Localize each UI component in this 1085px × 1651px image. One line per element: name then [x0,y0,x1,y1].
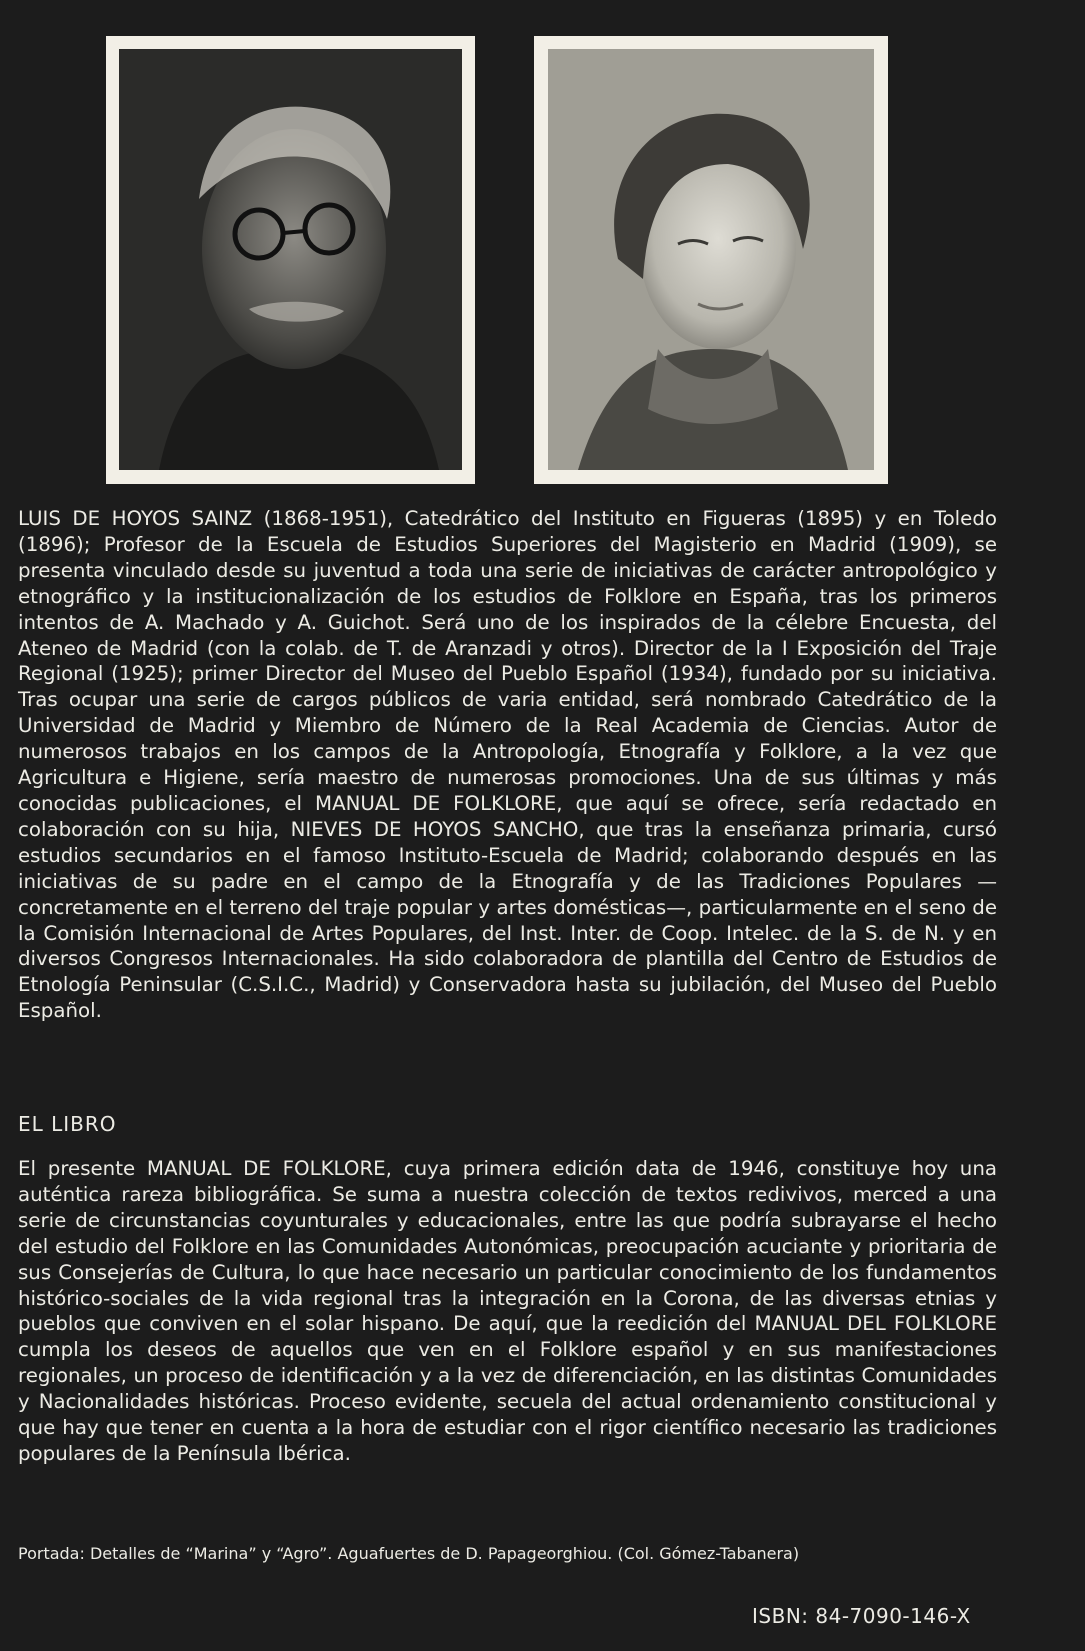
section-heading: EL LIBRO [18,1112,117,1136]
book-description: El presente MANUAL DE FOLKLORE, cuya primera edición data de 1946, constituye hoy una auténtica rareza bibliográfica. Se suma a nuestra colección de textos redivivos, merced a una serie de circunstancias coyunturales y educacionales, entre las que podría subrayarse el hecho del estudio del Folklore en las Comunidades Autonómicas, preocupación acuciante y prioritaria de sus Consejerías de Cultura, lo que hace necesario un particular conocimiento de los fundamentos histórico-sociales de la vida regional tras la integración en la Corona, de las diversas etnias y pueblos que conviven en el solar hispano. De aquí, que la reedición del MANUAL DEL FOLKLORE cumpla los deseos de aquellos que ven en el Folklore español y en sus manifestaciones regionales, un proceso de identificación y a la vez de diferenciación, en las distintas Comunidades y Nacionalidades históricas. Proceso evidente, secuela del actual ordenamiento constitucional y que hay que tener en cuenta a la hora de estudiar con el rigor científico necesario las tradiciones populares de la Península Ibérica. [18,1157,997,1465]
isbn: ISBN: 84-7090-146-X [752,1604,971,1628]
cover-credit: Portada: Detalles de “Marina” y “Agro”. Aguafuertes de D. Papageorghiou. (Col. Gómez-Tabanera) [18,1544,800,1563]
author-portrait-daughter [534,36,888,484]
author-biography: LUIS DE HOYOS SAINZ (1868-1951), Catedrático del Instituto en Figueras (1895) y en Toledo (1896); Profesor de la Escuela de Estudios Superiores del Magisterio en Madrid (1909), se presenta vinculado desde su juventud a toda una serie de iniciativas de carácter antropológico y etnográfico y la institucionalización de los estudios de Folklore en España, tras los primeros intentos de A. Machado y A. Guichot. Será uno de los inspirados de la célebre Encuesta, del Ateneo de Madrid (con la colab. de T. de Aranzadi y otros). Director de la I Exposición del Traje Regional (1925); primer Director del Museo del Pueblo Español (1934), fundado por su iniciativa. Tras ocupar una serie de cargos públicos de varia entidad, será nombrado Catedrático de la Universidad de Madrid y Miembro de Número de la Real Academia de Ciencias. Autor de numerosos trabajos en los campos de la Antropología, Etnografía y Folklore, a la vez que Agricultura e Higiene, sería maestro de numerosas promociones. Una de sus últimas y más conocidas publicaciones, el MANUAL DE FOLKLORE, que aquí se ofrece, sería redactado en colaboración con su hija, NIEVES DE HOYOS SANCHO, que tras la enseñanza primaria, cursó estudios secundarios en el famoso Instituto-Escuela de Madrid; colaborando después en las iniciativas de su padre en el campo de la Etnografía y de las Tradiciones Populares —concretamente en el terreno del traje popular y artes domésticas—, particularmente en el seno de la Comisión Internacional de Artes Populares, del Inst. Inter. de Coop. Intelec. de la S. de N. y en diversos Congresos Internacionales. Ha sido colaboradora de plantilla del Centro de Estudios de Etnología Peninsular (C.S.I.C., Madrid) y Conservadora hasta su jubilación, del Museo del Pueblo Español. [18,507,997,1023]
author-portrait-father [106,36,475,484]
portrait-photo-woman-icon [548,49,874,470]
portrait-photo-man-glasses-icon [119,49,462,470]
